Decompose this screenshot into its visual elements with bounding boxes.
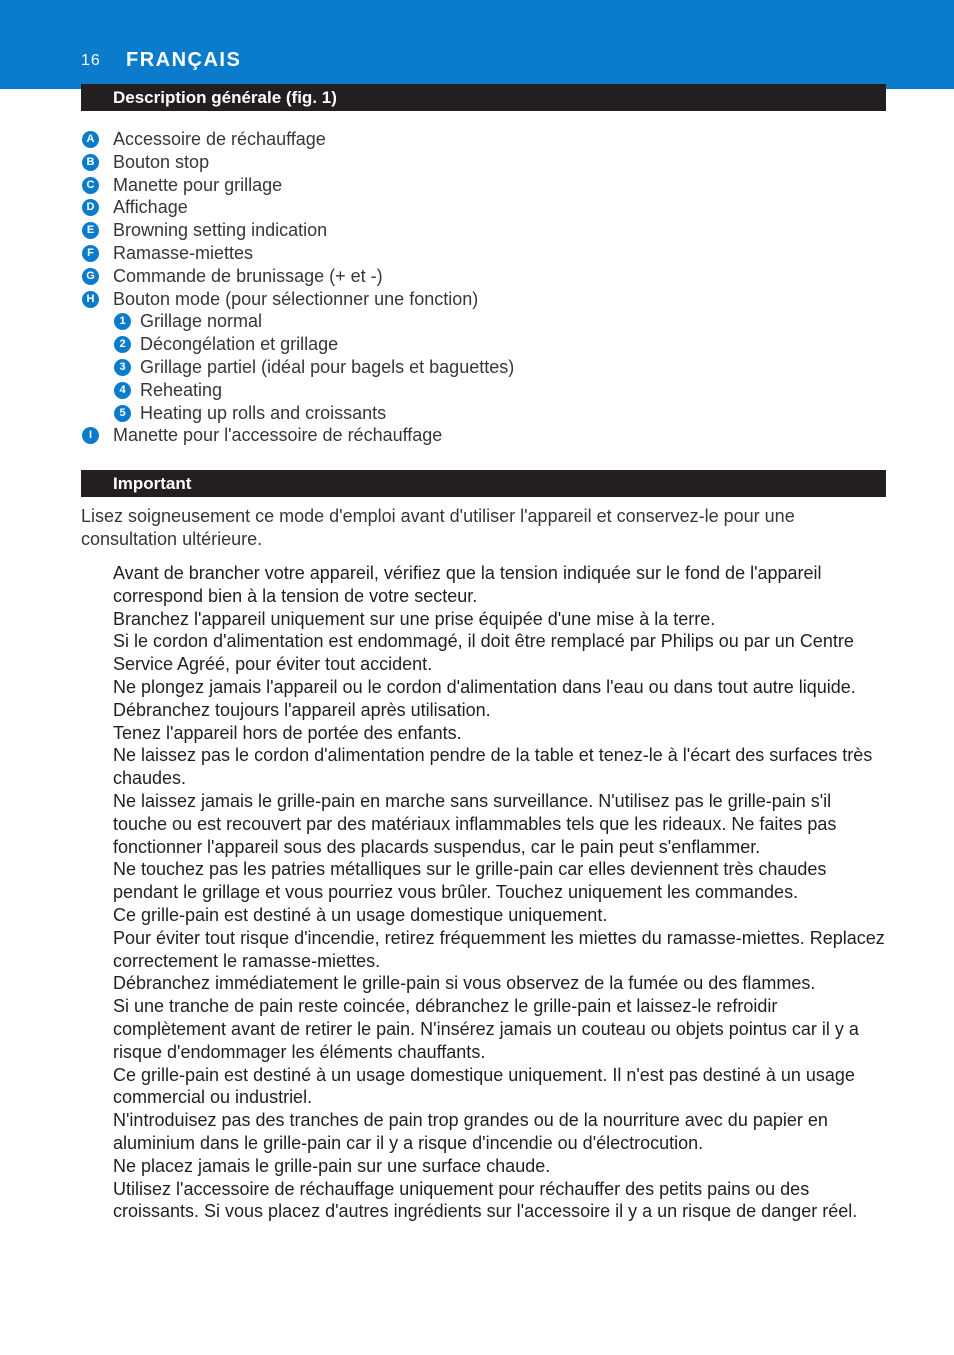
- component-label: Grillage partiel (idéal pour bagels et baguettes): [140, 356, 515, 377]
- warning-item: Si une tranche de pain reste coincée, débranchez le grille-pain et laissez-le refroidir complètement avant de retirer le pain. N'insérez jamais un couteau ou objets pointus car il y a risque d'endommager les éléments chauffants.: [113, 996, 859, 1062]
- component-item: [81, 219, 901, 242]
- component-label: Browning setting indication: [113, 220, 328, 241]
- warning-item: Ne plongez jamais l'appareil ou le cordon d'alimentation dans l'eau ou dans tout autre liquide.: [113, 676, 856, 697]
- warning-item: Pour éviter tout risque d'incendie, retirez fréquemment les miettes du ramasse-miettes. Replacez correctement le ramasse-miettes.: [113, 927, 885, 971]
- marker-badge: I: [82, 427, 99, 444]
- warning-item: Utilisez l'accessoire de réchauffage uniquement pour réchauffer des petits pains ou des croissants. Si vous placez d'autres ingrédients sur l'accessoire il y a un risque de danger réel.: [113, 1178, 858, 1222]
- component-label: Affichage: [113, 197, 188, 218]
- section-heading-important: Important: [81, 470, 886, 497]
- marker-badge: H: [82, 291, 99, 308]
- warning-item: Branchez l'appareil uniquement sur une prise équipée d'une mise à la terre.: [113, 608, 716, 629]
- component-item: [81, 310, 901, 333]
- warning-item: Avant de brancher votre appareil, vérifiez que la tension indiquée sur le fond de l'appareil correspond bien à la tension de votre secteur.: [113, 563, 822, 606]
- warning-item: Débranchez toujours l'appareil après utilisation.: [113, 699, 491, 720]
- component-item: [81, 265, 901, 288]
- component-item: [81, 402, 901, 425]
- component-label: Commande de brunissage (+ et -): [113, 265, 383, 286]
- warning-item: Débranchez immédiatement le grille-pain si vous observez de la fumée ou des flammes.: [113, 973, 816, 994]
- warning-item: N'introduisez pas des tranches de pain trop grandes ou de la nourriture avec du papier en aluminium dans le grille-pain car il y a risque d'incendie ou d'électrocution.: [113, 1110, 828, 1153]
- component-item: [81, 174, 901, 197]
- marker-badge: D: [82, 199, 99, 216]
- component-label: Bouton stop: [113, 151, 210, 172]
- component-item: [81, 151, 901, 174]
- component-item: [81, 379, 901, 402]
- component-item: [81, 128, 901, 151]
- warning-item: Si le cordon d'alimentation est endommagé, il doit être remplacé par Philips ou par un Centre Service Agréé, pour éviter tout accident.: [113, 631, 854, 675]
- warning-item: Ne laissez jamais le grille-pain en marche sans surveillance. N'utilisez pas le grille-pain s'il touche ou est recouvert par des matériaux inflammables tels que les rideaux. Ne faites pas fonctionner l'appareil sous des placards suspendus, car le pain peut s'enflammer.: [113, 790, 837, 857]
- marker-badge: B: [82, 154, 99, 171]
- component-item: [81, 242, 901, 265]
- component-item: [81, 196, 901, 219]
- component-label: Manette pour grillage: [113, 174, 283, 195]
- component-item: [81, 288, 901, 311]
- component-item: [81, 333, 901, 356]
- marker-badge: 2: [114, 336, 131, 353]
- intro-paragraph: Lisez soigneusement ce mode d'emploi avant d'utiliser l'appareil et conservez-le pour une consultation ultérieure.: [81, 506, 795, 549]
- warning-item: Ce grille-pain est destiné à un usage domestique uniquement. Il n'est pas destiné à un usage commercial ou industriel.: [113, 1064, 855, 1108]
- component-label: Heating up rolls and croissants: [140, 402, 387, 423]
- marker-badge: 1: [114, 313, 131, 330]
- warning-list: [113, 562, 885, 1223]
- component-label: Manette pour l'accessoire de réchauffage: [113, 425, 443, 446]
- component-list: [81, 128, 901, 447]
- component-label: Grillage normal: [140, 311, 263, 332]
- page-number: 16: [81, 52, 101, 69]
- component-item: [81, 424, 901, 447]
- marker-badge: A: [82, 131, 99, 148]
- component-label: Bouton mode (pour sélectionner une fonction): [113, 288, 479, 309]
- warning-item: Ne touchez pas les patries métalliques sur le grille-pain car elles deviennent très chaudes pendant le grillage et vous pourriez vous brûler. Touchez uniquement les commandes.: [113, 859, 827, 903]
- component-label: Accessoire de réchauffage: [113, 129, 326, 149]
- section-heading-description: Description générale (fig. 1): [81, 84, 886, 111]
- marker-badge: E: [82, 222, 99, 239]
- marker-badge: G: [82, 268, 99, 285]
- warning-item: Tenez l'appareil hors de portée des enfants.: [113, 722, 462, 743]
- marker-badge: 5: [114, 405, 131, 422]
- marker-badge: C: [82, 177, 99, 194]
- marker-badge: 3: [114, 359, 131, 376]
- warning-item: Ne placez jamais le grille-pain sur une surface chaude.: [113, 1155, 551, 1176]
- component-label: Reheating: [140, 379, 223, 400]
- warning-item: Ne laissez pas le cordon d'alimentation pendre de la table et tenez-le à l'écart des surfaces très chaudes.: [113, 745, 873, 789]
- component-label: Décongélation et grillage: [140, 334, 339, 355]
- component-label: Ramasse-miettes: [113, 242, 254, 263]
- warning-item: Ce grille-pain est destiné à un usage domestique uniquement.: [113, 904, 608, 925]
- marker-badge: F: [82, 245, 99, 262]
- marker-badge: 4: [114, 382, 131, 399]
- component-item: [81, 356, 901, 379]
- header-band: [0, 0, 954, 89]
- language-title: FRANÇAIS: [126, 49, 242, 71]
